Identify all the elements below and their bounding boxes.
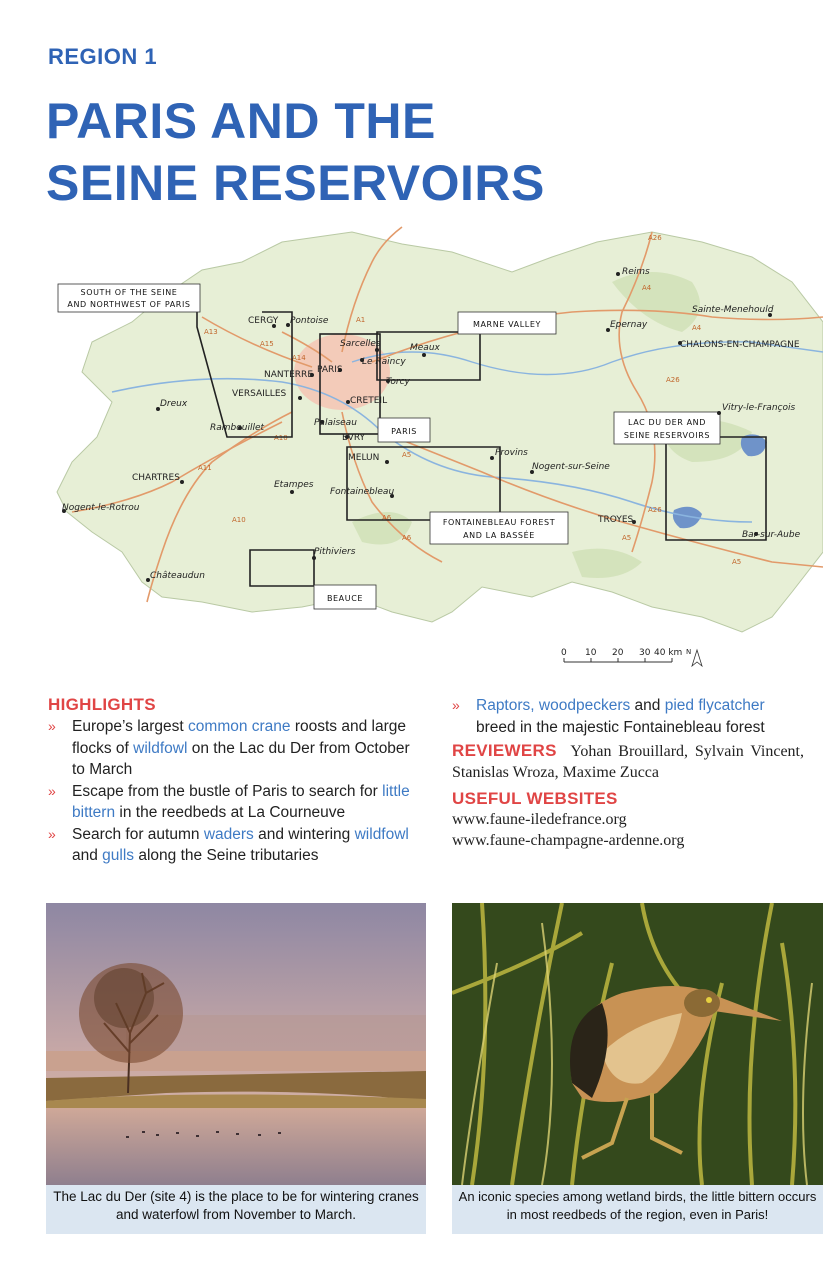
map-town-label: EVRY [342, 433, 366, 443]
map-town-label: Rambouillet [210, 423, 265, 433]
map-town-label: Nogent-le-Rotrou [62, 503, 140, 513]
map-town-label: Palaiseau [314, 418, 357, 428]
highlight-text: roosts and large flocks of [72, 718, 407, 757]
species-link[interactable]: woodpeckers [538, 697, 631, 714]
reviewers-block [452, 740, 804, 783]
map-town-label: Meaux [410, 343, 440, 353]
map-town-label: PARIS [317, 365, 343, 375]
reviewers-names: Yohan Brouillard, Sylvain Vincent, Stanislas Wroza, Maxime Zucca [452, 743, 805, 781]
map-scale-tick: 0 [561, 648, 567, 658]
map-road-label: A5 [622, 534, 632, 542]
map-road-label: A6 [382, 514, 392, 522]
lac-du-der-caption: The Lac du Der (site 4) is the place to be for wintering cranes and waterfowl from November to March. [46, 1185, 426, 1234]
map-town-label: CHARTRES [132, 473, 180, 483]
north-arrow-icon [686, 648, 702, 666]
map-label-fontainebleau: AND LA BASSÉE [463, 531, 535, 540]
map-scale-tick: 40 km [654, 648, 683, 658]
map-road-label: A10 [232, 516, 246, 524]
species-link[interactable]: wildfowl [354, 825, 409, 843]
map-scale-tick: 20 [612, 648, 624, 658]
map-town-label: CRETEIL [350, 396, 388, 406]
species-link[interactable]: little bittern [72, 782, 410, 821]
map-label-lac-der: LAC DU DER AND [628, 418, 706, 427]
highlight-text: along the Seine tributaries [134, 847, 319, 864]
map-town-label: CHALONS-EN-CHAMPAGNE [680, 340, 800, 350]
map-town-label: Vitry-le-François [722, 403, 796, 413]
highlights-section [48, 695, 416, 867]
map-scale-tick: 10 [585, 648, 597, 658]
map-town-label: MELUN [348, 453, 380, 463]
bullet-marker-icon: » [48, 718, 56, 734]
map-road-label: A13 [204, 328, 218, 336]
region-label: REGION 1 [48, 44, 158, 69]
map-road-label: A26 [666, 376, 680, 384]
reviewers-heading: REVIEWERS [452, 741, 557, 760]
map-label-marne: MARNE VALLEY [472, 320, 542, 329]
page-title [46, 90, 646, 214]
highlight-text: and [630, 697, 665, 714]
highlight-text: and [72, 847, 103, 864]
map-road-label: A6 [402, 534, 412, 542]
map-road-label: A4 [692, 324, 702, 332]
highlight-text: on the Lac du Der from October to March [72, 739, 410, 778]
highlight-text: Europe’s largest [72, 718, 189, 735]
north-label: N [686, 648, 692, 656]
little-bittern-photo [452, 903, 823, 1185]
lac-du-der-image [46, 903, 426, 1185]
species-link[interactable]: pied flycatcher [664, 697, 765, 714]
map-label-south-seine: SOUTH OF THE SEINE [80, 288, 178, 297]
little-bittern-image [452, 903, 823, 1185]
page-title-line-2: SEINE RESERVOIRS [46, 155, 545, 211]
highlight-item [452, 695, 804, 738]
map-town-label: Epernay [610, 320, 648, 330]
highlight-item [48, 824, 416, 867]
species-link[interactable]: common crane [188, 718, 291, 735]
highlight-text: Escape from the bustle of Paris to search for [72, 782, 383, 800]
map-road-label: A5 [402, 451, 412, 459]
map-town-label: Pithiviers [314, 547, 356, 557]
highlight-text: , [530, 697, 539, 714]
map-town-label: Sainte-Menehould [692, 305, 774, 315]
bullet-marker-icon: » [48, 825, 56, 842]
bullet-marker-icon: » [48, 782, 56, 799]
map-town-label: CERGY [248, 316, 279, 326]
map-road-label: A15 [260, 340, 274, 348]
map-town-label: Etampes [274, 480, 314, 490]
map-label-beauce: BEAUCE [326, 594, 364, 603]
map-town-label: Sarcelles [340, 339, 381, 349]
map-road-label: A26 [648, 234, 662, 242]
map-scale-tick: 30 [639, 648, 651, 658]
map-town-label: Reims [622, 267, 650, 277]
highlight-text: breed in the majestic Fontainebleau forest [476, 718, 765, 736]
map-town-label: Bar-sur-Aube [742, 530, 801, 540]
map-town-label: Torcy [386, 377, 410, 387]
map-town-label: Châteaudun [150, 571, 205, 581]
map-road-label: A26 [648, 506, 662, 514]
page-title-line-1: PARIS AND THE [46, 93, 436, 149]
map-town-label: NANTERRE [264, 370, 313, 380]
website-link[interactable]: www.faune-champagne-ardenne.org [452, 832, 685, 849]
map-town-label: Pontoise [290, 316, 329, 326]
species-link[interactable]: waders [203, 825, 254, 843]
map-road-label: A14 [292, 354, 306, 362]
map-road-label: A1 [356, 316, 366, 324]
websites-heading: USEFUL WEBSITES [452, 789, 618, 808]
region-map [52, 222, 823, 682]
website-link[interactable]: www.faune-iledefrance.org [452, 811, 627, 828]
species-link[interactable]: gulls [102, 847, 135, 864]
highlight-item [48, 716, 416, 781]
map-town-label: Provins [495, 448, 528, 458]
map-town-label: TROYES [598, 515, 634, 525]
map-road-label: A10 [274, 434, 288, 442]
map-town-label: Nogent-sur-Seine [532, 462, 610, 472]
highlight-text: in the reedbeds at La Courneuve [115, 804, 346, 821]
highlight-item [48, 781, 416, 824]
map-town-label: Fontainebleau [330, 487, 395, 497]
species-link[interactable]: Raptors [476, 697, 531, 714]
map-road-label: A4 [642, 284, 652, 292]
bullet-marker-icon: » [452, 697, 460, 713]
highlights-heading: HIGHLIGHTS [48, 695, 156, 714]
map-road-label: A5 [732, 558, 742, 566]
little-bittern-caption: An iconic species among wetland birds, the little bittern occurs in most reedbeds of the region, even in Paris! [452, 1185, 823, 1234]
map-scale-bar [561, 648, 682, 662]
map-label-lac-der: SEINE RESERVOIRS [623, 431, 711, 440]
lac-du-der-photo [46, 903, 426, 1185]
map-label-south-seine: AND NORTHWEST OF PARIS [67, 300, 191, 309]
map-road-label: A11 [198, 464, 212, 472]
highlight-text: and wintering [253, 825, 355, 843]
right-column [452, 695, 804, 851]
map-label-paris: PARIS [391, 427, 417, 436]
highlight-text: Search for autumn [72, 825, 204, 843]
map-town-label: Le Raincy [362, 357, 406, 367]
species-link[interactable]: wildfowl [133, 739, 188, 757]
map-town-label: VERSAILLES [232, 389, 287, 399]
map-town-label: Dreux [160, 399, 188, 409]
map-label-fontainebleau: FONTAINEBLEAU FOREST [442, 518, 556, 527]
